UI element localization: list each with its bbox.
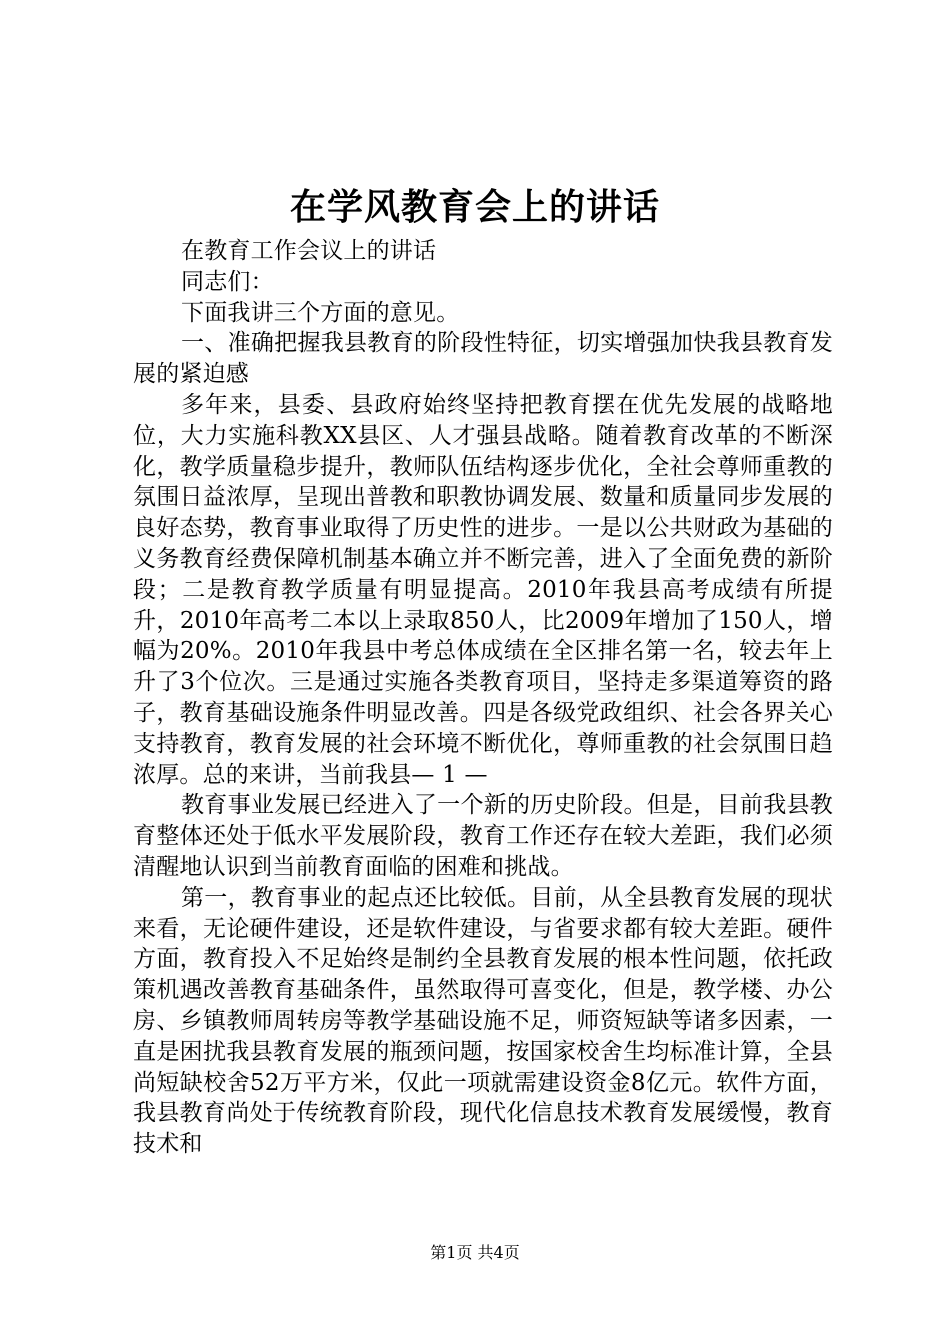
paragraph-body: 教育事业发展已经进入了一个新的历史阶段。但是，目前我县教育整体还处于低水平发展阶段，教育工作还存在较大差距，我们必须清醒地认识到当前教育面临的困难和挑战。 (133, 792, 833, 880)
page-footer: 第1页 共4页 (430, 1243, 520, 1262)
paragraph-salutation: 同志们： (181, 268, 274, 295)
paragraph-section-heading: 一、准确把握我县教育的阶段性特征，切实增强加快我县教育发展的紧迫感 (133, 330, 833, 388)
paragraph-body: 第一，教育事业的起点还比较低。目前，从全县教育发展的现状来看，无论硬件建设，还是软件建设，与省要求都有较大差距。硬件方面，教育投入不足始终是制约全县教育发展的根本性问题，依托政策机遇改善教育基础条件，虽然取得可喜变化，但是，教学楼、办公房、乡镇教师周转房等教学基础设施不足，师资短缺等诸多因素，一直是困扰我县教育发展的瓶颈问题，按国家校舍生均标准计算，全县尚短缺校舍52万平方米，仅此一项就需建设资金8亿元。软件方面，我县教育尚处于传统教育阶段，现代化信息技术教育发展缓慢，教育技术和 (133, 884, 833, 1158)
paragraph-body: 多年来，县委、县政府始终坚持把教育摆在优先发展的战略地位，大力实施科教XX县区、人才强县战略。随着教育改革的不断深化，教学质量稳步提升，教师队伍结构逐步优化，全社会尊师重教的氛围日益浓厚，呈现出普教和职教协调发展、数量和质量同步发展的良好态势，教育事业取得了历史性的进步。一是以公共财政为基础的义务教育经费保障机制基本确立并不断完善，进入了全面免费的新阶段；二是教育教学质量有明显提高。2010年我县高考成绩有所提升，2010年高考二本以上录取850人，比2009年增加了150人，增幅为20%。2010年我县中考总体成绩在全区排名第一名，较去年上升了3个位次。三是通过实施各类教育项目，坚持走多渠道筹资的路子，教育基础设施条件明显改善。四是各级党政组织、社会各界关心支持教育，教育发展的社会环境不断优化，尊师重教的社会氛围日趋浓厚。总的来讲，当前我县— 1 — (133, 391, 833, 788)
paragraph-subtitle: 在教育工作会议上的讲话 (181, 238, 437, 264)
document-title: 在学风教育会上的讲话 (289, 186, 660, 228)
paragraph-intro: 下面我讲三个方面的意见。 (181, 299, 460, 326)
document-body (133, 236, 833, 1160)
